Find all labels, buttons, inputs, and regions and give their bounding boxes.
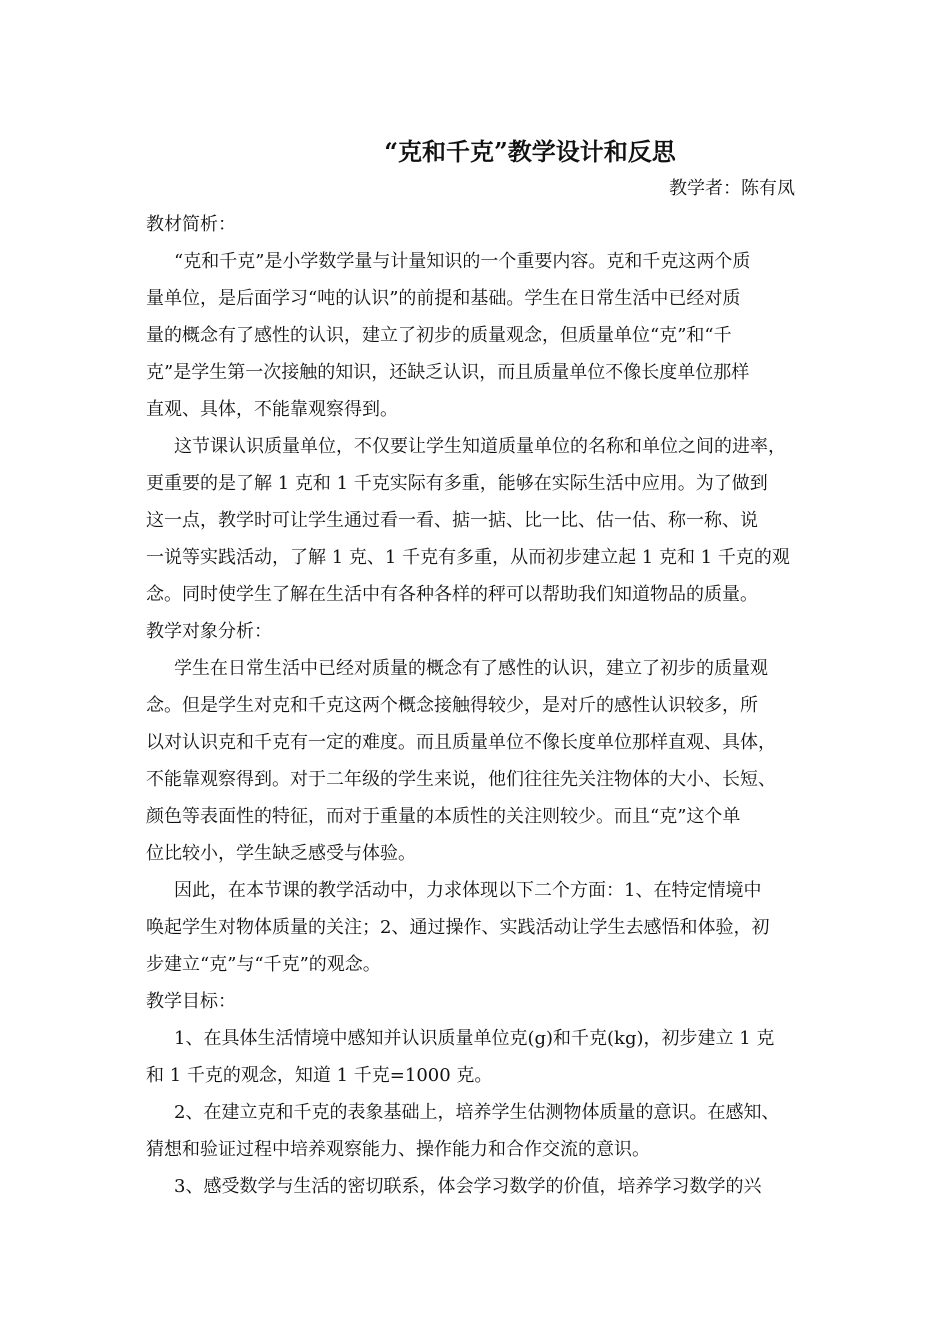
paragraph-line: 1、在具体生活情境中感知并认识质量单位克(g)和千克(kg)，初步建立 1 克: [174, 1028, 775, 1049]
section-heading: 教材简析：: [146, 214, 236, 235]
document-body: [146, 206, 816, 1205]
paragraph-line: 更重要的是了解 1 克和 1 千克实际有多重，能够在实际生活中应用。为了做到: [146, 473, 768, 494]
paragraph-line: 不能靠观察得到。对于二年级的学生来说，他们往往先关注物体的大小、长短、: [146, 769, 776, 790]
paragraph-line: 念。同时使学生了解在生活中有各种各样的秤可以帮助我们知道物品的质量。: [146, 584, 758, 605]
paragraph-line: 量单位，是后面学习“吨的认识”的前提和基础。学生在日常生活中已经对质: [146, 288, 741, 309]
section-heading: 教学目标：: [146, 991, 236, 1012]
paragraph-line: “克和千克”是小学数学量与计量知识的一个重要内容。克和千克这两个质: [174, 251, 751, 272]
document-author: 教学者：陈有凤: [669, 178, 795, 199]
paragraph-line: 量的概念有了感性的认识，建立了初步的质量观念，但质量单位“克”和“千: [146, 325, 732, 346]
paragraph-line: 直观、具体，不能靠观察得到。: [146, 399, 398, 420]
paragraph-line: 学生在日常生活中已经对质量的概念有了感性的认识，建立了初步的质量观: [174, 658, 768, 679]
paragraph-line: 这节课认识质量单位，不仅要让学生知道质量单位的名称和单位之间的进率，: [174, 436, 786, 457]
paragraph-line: 位比较小，学生缺乏感受与体验。: [146, 843, 416, 864]
paragraph-line: 念。但是学生对克和千克这两个概念接触得较少，是对斤的感性认识较多，所: [146, 695, 758, 716]
paragraph-line: 这一点，教学时可让学生通过看一看、掂一掂、比一比、估一估、称一称、说: [146, 510, 758, 531]
paragraph-line: 猜想和验证过程中培养观察能力、操作能力和合作交流的意识。: [146, 1139, 650, 1160]
paragraph-line: 2、在建立克和千克的表象基础上，培养学生估测物体质量的意识。在感知、: [174, 1102, 780, 1123]
document-title: “克和千克”教学设计和反思: [384, 137, 676, 166]
paragraph-line: 和 1 千克的观念，知道 1 千克=1000 克。: [146, 1065, 493, 1086]
paragraph-line: 一说等实践活动，了解 1 克、1 千克有多重，从而初步建立起 1 克和 1 千克的观: [146, 547, 790, 568]
paragraph-line: 步建立“克”与“千克”的观念。: [146, 954, 381, 975]
section-heading: 教学对象分析：: [146, 621, 272, 642]
paragraph-line: 3、感受数学与生活的密切联系，体会学习数学的价值，培养学习数学的兴: [174, 1176, 762, 1197]
paragraph-line: 唤起学生对物体质量的关注；2、通过操作、实践活动让学生去感悟和体验，初: [146, 917, 770, 938]
paragraph-line: 以对认识克和千克有一定的难度。而且质量单位不像长度单位那样直观、具体，: [146, 732, 776, 753]
paragraph-line: 克”是学生第一次接触的知识，还缺乏认识，而且质量单位不像长度单位那样: [146, 362, 750, 383]
paragraph-line: 颜色等表面性的特征，而对于重量的本质性的关注则较少。而且“克”这个单: [146, 806, 741, 827]
paragraph-line: 因此，在本节课的教学活动中，力求体现以下二个方面：1、在特定情境中: [174, 880, 762, 901]
